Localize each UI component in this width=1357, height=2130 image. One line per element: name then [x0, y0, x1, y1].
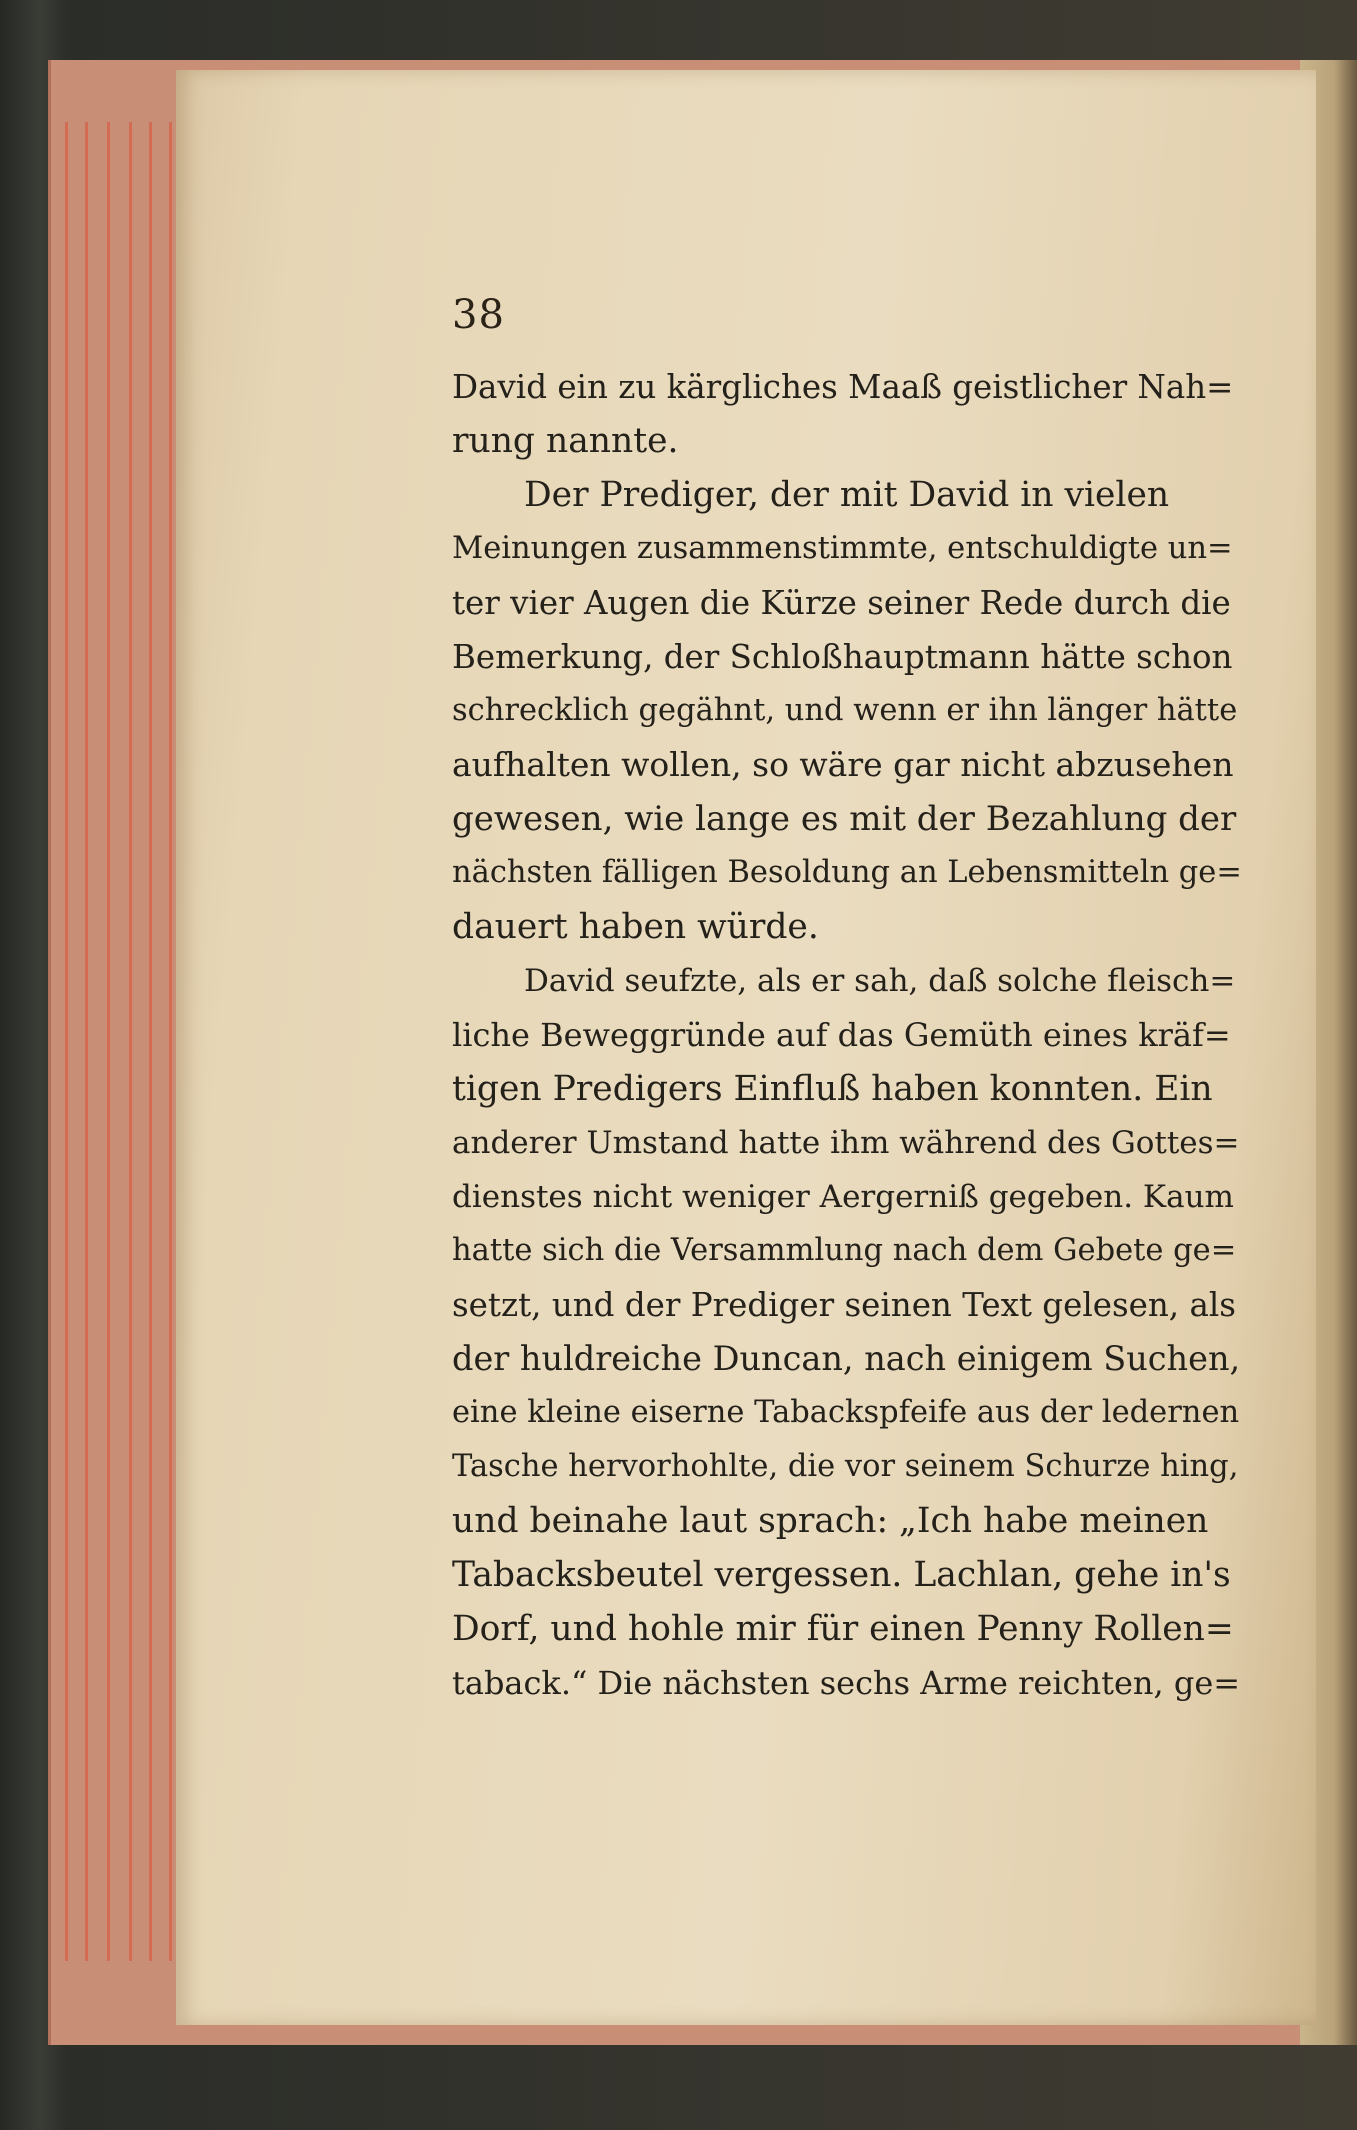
text-line: setzt, und der Prediger seinen Text gelesen, als [452, 1286, 1236, 1324]
text-line: David ein zu kärgliches Maaß geistlicher Nah= [452, 368, 1234, 406]
text-line: dauert haben würde. [452, 907, 819, 947]
text-line: ter vier Augen die Kürze seiner Rede durch die [452, 584, 1231, 622]
text-line: anderer Umstand hatte ihm während des Gottes= [452, 1125, 1240, 1161]
text-line: tigen Predigers Einfluß haben konnten. Ein [452, 1069, 1213, 1109]
page-edge-line [65, 122, 68, 1961]
text-line: Dorf, und hohle mir für einen Penny Rollen= [452, 1609, 1234, 1649]
text-line: Der Prediger, der mit David in vielen [524, 475, 1170, 515]
page-body-text [452, 360, 1242, 1710]
page-edge-line [129, 122, 132, 1961]
text-line: Meinungen zusammenstimmte, entschuldigte un= [452, 531, 1233, 566]
text-line: Tasche hervorhohlte, die vor seinem Schurze hing, [452, 1449, 1239, 1484]
page-edge-line [149, 122, 152, 1961]
text-line: und beinahe laut sprach: „Ich habe meinen [452, 1501, 1209, 1541]
page-edge-line [107, 122, 110, 1961]
text-line: hatte sich die Versammlung nach dem Gebete ge= [452, 1233, 1237, 1268]
text-line: Tabacksbeutel vergessen. Lachlan, gehe in's [452, 1555, 1231, 1595]
page-edge-line [85, 122, 88, 1961]
text-line: eine kleine eiserne Tabackspfeife aus der ledernen [452, 1395, 1240, 1430]
text-line: aufhalten wollen, so wäre gar nicht abzusehen [452, 745, 1234, 784]
text-line: David seufzte, als er sah, daß solche fleisch= [524, 963, 1236, 999]
text-line: taback.“ Die nächsten sechs Arme reichten, ge= [452, 1664, 1241, 1702]
page-number: 38 [452, 292, 505, 338]
text-line: liche Beweggründe auf das Gemüth eines kräf= [452, 1016, 1231, 1054]
text-line: rung nannte. [452, 421, 679, 461]
text-line: Bemerkung, der Schloßhauptmann hätte schon [452, 638, 1233, 676]
text-line: gewesen, wie lange es mit der Bezahlung der [452, 799, 1237, 839]
text-line: nächsten fälligen Besoldung an Lebensmitteln ge= [452, 855, 1242, 890]
text-line: dienstes nicht weniger Aergerniß gegeben. Kaum [452, 1179, 1234, 1215]
text-line: schrecklich gegähnt, und wenn er ihn länger hätte [452, 693, 1238, 728]
text-line: der huldreiche Duncan, nach einigem Suchen, [452, 1339, 1241, 1378]
page-edge-line [169, 122, 172, 1961]
